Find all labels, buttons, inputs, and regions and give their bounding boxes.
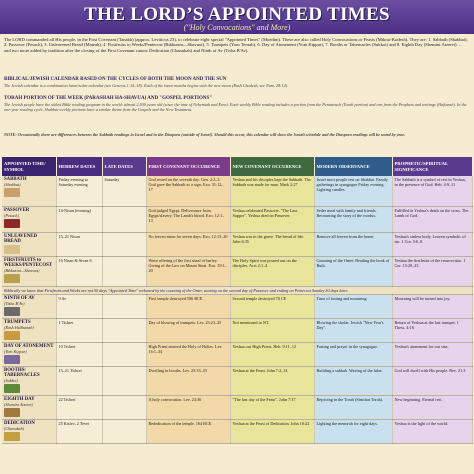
first-covenant-cell: A holy convocation. Lev. 23:36 xyxy=(146,395,230,419)
table-row xyxy=(2,256,472,286)
hebrew-date-cell: 10 Tishrei xyxy=(56,342,102,366)
feast-name: TRUMPETS xyxy=(4,319,31,325)
first-covenant-cell: First temple destroyed 586 BCE xyxy=(146,294,230,318)
late-date-cell: Saturday xyxy=(102,176,146,206)
col-header-new-covenant: NEW COVENANT OCCURENCE xyxy=(230,157,314,176)
prophetic-cell: Yeshua the firstfruits of the resurrection. 1 Cor. 15:20–23 xyxy=(392,256,472,286)
page-subtitle: ("Holy Convocations" and More) xyxy=(183,23,291,32)
first-covenant-cell: Dwelling in booths. Lev. 23:33–43 xyxy=(146,366,230,395)
first-covenant-cell: Wave offering of the first sheaf of barley. Giving of the Law on Mount Sinai. Exo. 19:1–20 xyxy=(146,256,230,286)
table-row xyxy=(2,342,472,366)
modern-observance-cell: Fasting and prayer in the synagogue. xyxy=(314,342,392,366)
first-covenant-cell: Rededication of the temple. 164 BCE xyxy=(146,419,230,443)
hebrew-date-cell: 16 Nisan & Sivan 6 xyxy=(56,256,102,286)
new-covenant-cell: Yeshua at the Feast of Dedication. John 10:22 xyxy=(230,419,314,443)
feast-hebrew-name: (Pesach) xyxy=(4,212,19,218)
late-date-cell xyxy=(102,256,146,286)
table-row xyxy=(2,206,472,232)
feast-hebrew-name: (Shabbat) xyxy=(4,182,21,187)
feast-hebrew-name: (Rosh HaShanah) xyxy=(4,324,34,330)
prophetic-cell: Yeshua's atonement for our sins. xyxy=(392,342,472,366)
feast-symbol-icon xyxy=(4,384,20,393)
feast-hebrew-name: (Sukkot) xyxy=(4,377,18,383)
spring-summer-band xyxy=(2,286,472,294)
prophetic-cell: Mourning will be turned into joy. xyxy=(392,294,472,318)
new-covenant-cell: "The last day of the Feast". John 7:37 xyxy=(230,395,314,419)
table-row xyxy=(2,232,472,256)
modern-observance-cell: Israel most people rest on Shabbat. Family gatherings in synagogue Friday evening. Lighting candles. xyxy=(314,176,392,206)
feast-name-cell xyxy=(2,366,56,395)
late-date-cell xyxy=(102,395,146,419)
feast-name: DAY OF ATONEMENT xyxy=(4,343,54,349)
first-covenant-cell: No leaven eaten for seven days. Exo. 12:15–20 xyxy=(146,232,230,256)
modern-observance-cell: Blowing the shofar. Jewish "New Year's Day". xyxy=(314,318,392,342)
feast-name-cell xyxy=(2,256,56,286)
col-header-first-covenant: FIRST COVENANT OCCURENCE xyxy=(146,157,230,176)
first-covenant-cell: God rested on the seventh day. Gen. 2:2–3. God gave the Sabbath as a sign. Exo. 31:12–17 xyxy=(146,176,230,206)
table-row xyxy=(2,318,472,342)
new-covenant-cell: Not mentioned in NT. xyxy=(230,318,314,342)
modern-observance-cell: Time of fasting and mourning xyxy=(314,294,392,318)
new-covenant-cell: Yeshua was in the grave. The bread of life. John 6:35 xyxy=(230,232,314,256)
first-covenant-cell: God judged Egypt. Deliverance from Egypt/slavery. The Lamb's blood. Exo. 12:1–13 xyxy=(146,206,230,232)
feast-name: PASSOVER xyxy=(4,207,30,213)
hebrew-date-cell: Friday evening to Saturday evening xyxy=(56,176,102,206)
page-title: THE LORD’S APPOINTED TIMES xyxy=(84,4,390,25)
hebrew-date-cell: 1 Tishrei xyxy=(56,318,102,342)
feast-name: UNLEAVENED BREAD xyxy=(4,233,37,244)
col-header-prophetic: PROPHETIC/SPIRITUAL SIGNIFICANCE xyxy=(392,157,472,176)
feast-symbol-icon xyxy=(4,219,20,228)
feast-hebrew-name: (Shemini Atzeret) xyxy=(4,401,33,407)
prophetic-cell: The Sabbath is a symbol of rest in Yeshua, in the presence of God. Heb. 4:9–11 xyxy=(392,176,472,206)
table-row xyxy=(2,419,472,443)
feast-name: BOOTHS/ TABERNACLES xyxy=(4,367,40,378)
prophetic-cell: God will dwell with His people. Rev. 21:3 xyxy=(392,366,472,395)
feast-name-cell xyxy=(2,419,56,443)
modern-observance-cell: Building a sukkah. Waving of the lulav. xyxy=(314,366,392,395)
prophetic-cell: Fulfilled in Yeshua's death on the cross. The Lamb of God. xyxy=(392,206,472,232)
new-covenant-cell: Yeshua at the Feast. John 7:2–14 xyxy=(230,366,314,395)
table-row xyxy=(2,176,472,206)
first-covenant-cell: Day of blowing of trumpets. Lev. 23:23–25 xyxy=(146,318,230,342)
prophetic-cell: New beginning. Eternal rest. xyxy=(392,395,472,419)
hebrew-date-cell: 15–21 Nisan xyxy=(56,232,102,256)
feast-symbol-icon xyxy=(4,331,20,340)
feast-symbol-icon xyxy=(4,274,20,283)
feast-hebrew-name: (Bikkurim—Shavuot) xyxy=(4,267,40,273)
col-header-hebrew-dates: HEBREW DATES xyxy=(56,157,102,176)
modern-observance-cell: Lighting the menorah for eight days. xyxy=(314,419,392,443)
prophetic-cell: Yeshua's sinless body. Leaven symbolic of sin. 1 Cor. 5:6–8 xyxy=(392,232,472,256)
first-covenant-cell: High Priest entered the Holy of Holies. Lev. 16:1–34 xyxy=(146,342,230,366)
feast-name: EIGHTH DAY xyxy=(4,396,35,402)
late-date-cell xyxy=(102,232,146,256)
late-date-cell xyxy=(102,294,146,318)
feast-symbol-icon xyxy=(4,355,20,364)
feast-symbol-icon xyxy=(4,245,20,254)
hebrew-date-cell: 9 Av xyxy=(56,294,102,318)
late-date-cell xyxy=(102,366,146,395)
band-text: Biblically we know that Firstfruits and Weeks are not 50 days "Appointed Time" reckoned by the counting of the Omer, starting on the second day of Passover and ending on Pentecost Sunday 50 days later. xyxy=(2,286,472,294)
late-date-cell xyxy=(102,419,146,443)
feast-name-cell xyxy=(2,294,56,318)
calendar-heading: BIBLICAL/JEWISH CALENDAR BASED ON THE CYCLES OF BOTH THE MOON AND THE SUN xyxy=(4,77,227,82)
modern-observance-cell: Rejoicing in the Torah (Simchat Torah). xyxy=(314,395,392,419)
feast-name-cell xyxy=(2,176,56,206)
prophetic-cell: Return of Yeshua at the last trumpet. 1 Thess. 4:16 xyxy=(392,318,472,342)
feast-symbol-icon xyxy=(4,307,20,316)
new-covenant-cell: The Holy Spirit was poured out on the disciples. Acts 2:1–4 xyxy=(230,256,314,286)
feast-name-cell xyxy=(2,318,56,342)
feast-name-cell xyxy=(2,395,56,419)
late-date-cell xyxy=(102,206,146,232)
feast-name: FIRSTFRUITS to WEEKS/PENTECOST xyxy=(4,257,52,268)
new-covenant-cell: Yeshua and his disciples kept the Sabbath. The Sabbath was made for man. Mark 2:27 xyxy=(230,176,314,206)
feast-name: SABBATH xyxy=(4,177,27,182)
feast-symbol-icon xyxy=(4,408,20,417)
intro-paragraph: The LORD commanded all His people, in the First Covenant (Tanakh) (approx. Leviticus 23), to celebrate eight special "Appointed Times" (Moedim). These are also called Holy Convocations or Feasts (Mikrai-Kodesh). They are: 1. Sabbath (Shabbat), 2. Passover (Pesach), 3. Unleavened Bread (Matzah), 4. Firstfruits to Weeks/Pentecost (Bikkurim—Shavuot), 5. Trumpets (Yom Teruah), 6. Day of Atonement (Yom Kippur), 7. Booths or Tabernacles (Sukkot) and 8. Eighth Day (Shemini Atzeret). ... and two more added by tradition after the closing of the First Covenant canon: Dedication (Chanukah) and Ninth of Av (Tisha B'Av). xyxy=(4,37,468,53)
col-header-modern: MODERN OBSERVANCE xyxy=(314,157,392,176)
late-date-cell xyxy=(102,318,146,342)
feast-hebrew-name: (Tisha B'Av) xyxy=(4,300,25,306)
note-text: NOTE: Occasionally there are differences between the Sabbath readings in Israel and in the Diaspora (outside of Israel). Should this occur, this calendar will show the Israeli schedule and the Diaspora readings will be noted by year. xyxy=(4,132,405,137)
feast-name-cell xyxy=(2,206,56,232)
table-row xyxy=(2,395,472,419)
feast-hebrew-name: (Yom Kippur) xyxy=(4,348,27,354)
new-covenant-cell: Second temple destroyed 70 CE xyxy=(230,294,314,318)
hebrew-date-cell: 25 Kislev–2 Tevet xyxy=(56,419,102,443)
late-date-cell xyxy=(102,342,146,366)
feast-hebrew-name: (Chanukah) xyxy=(4,425,25,431)
feast-name: DEDICATION xyxy=(4,420,35,426)
table-row xyxy=(2,366,472,395)
table-row xyxy=(2,294,472,318)
hebrew-date-cell: 15–21 Tishrei xyxy=(56,366,102,395)
col-header-late-dates: LATE DATES xyxy=(102,157,146,176)
calendar-text: The Jewish calendar is a combination lunar/solar calendar (see Genesis 1:14–18). Each of the lunar months begins with the new moon (Rosh Chodesh, see Num. 28:14). xyxy=(4,83,289,88)
new-covenant-cell: Yeshua celebrated Passover. "The Last Supper". Yeshua died on Passover. xyxy=(230,206,314,232)
feast-symbol-icon xyxy=(4,188,20,197)
feast-name-cell xyxy=(2,232,56,256)
feast-name: NINTH OF AV xyxy=(4,295,35,301)
torah-heading: TORAH PORTION OF THE WEEK (PARASHAH HA-SHAVUA) AND "GOSPEL PORTIONS" xyxy=(4,96,213,101)
feast-name-cell xyxy=(2,342,56,366)
prophetic-cell: Yeshua is the light of the world. xyxy=(392,419,472,443)
table-header-row xyxy=(2,157,472,176)
hebrew-date-cell: 14-Nisan (evening) xyxy=(56,206,102,232)
appointed-times-table xyxy=(2,157,473,444)
feast-symbol-icon xyxy=(4,432,20,441)
modern-observance-cell: Counting of the Omer. Reading the book of Ruth. xyxy=(314,256,392,286)
col-header-appointed-time: APPOINTED TIME/ SYMBOL xyxy=(2,157,56,176)
torah-text: The Jewish people have the oldest Bible reading program in the world: almost 2,500 years old (since the time of Nehemiah and Ezra). Each weekly Bible reading includes a portion from the Pentateuch (Torah portion) and one from the Prophets and writings (Haftarah). In the one-year reading cycle, Shabbat weekly portions have a similar theme from the Gospels and the New Testament. xyxy=(4,102,467,112)
modern-observance-cell: Remove all leaven from the home. xyxy=(314,232,392,256)
new-covenant-cell: Yeshua our High Priest. Heb. 9:11–12 xyxy=(230,342,314,366)
hebrew-date-cell: 22 Tishrei xyxy=(56,395,102,419)
modern-observance-cell: Seder meal with family and friends. Recounting the story of the exodus. xyxy=(314,206,392,232)
